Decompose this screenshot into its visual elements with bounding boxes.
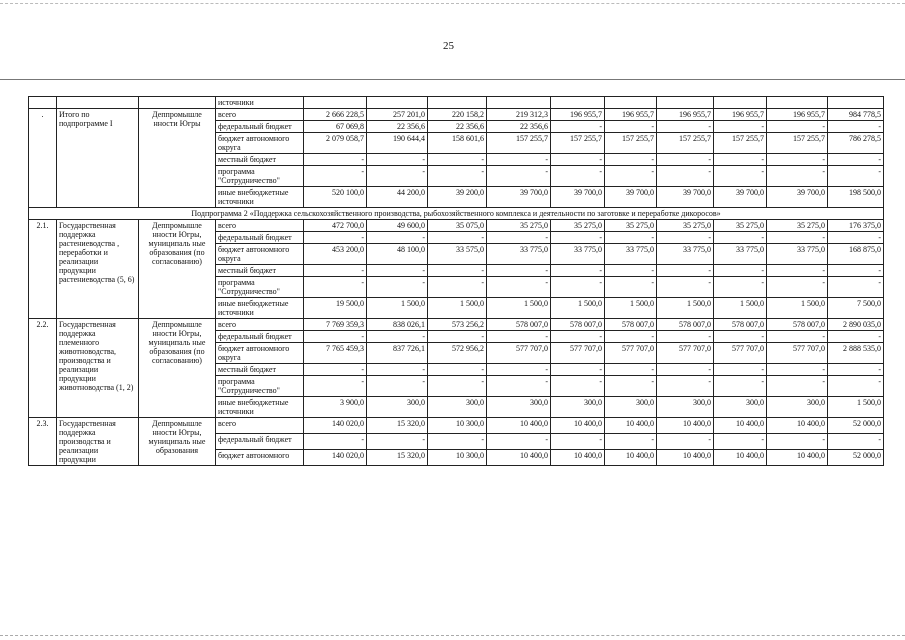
source-cell: иные внебюджетные источники bbox=[216, 397, 304, 418]
value-cell: - bbox=[714, 331, 767, 343]
value-cell: 300,0 bbox=[714, 397, 767, 418]
value-cell: - bbox=[767, 265, 828, 277]
source-cell: всего bbox=[216, 109, 304, 121]
value-cell: - bbox=[367, 232, 428, 244]
value-cell: 67 069,8 bbox=[304, 121, 367, 133]
page-number: 25 bbox=[443, 40, 454, 52]
value-cell: 10 300,0 bbox=[428, 450, 487, 466]
value-cell: 35 075,0 bbox=[428, 220, 487, 232]
value-cell: - bbox=[428, 376, 487, 397]
value-cell: - bbox=[828, 265, 884, 277]
value-cell: - bbox=[767, 331, 828, 343]
value-cell: 39 700,0 bbox=[487, 187, 551, 208]
value-cell: 10 400,0 bbox=[714, 450, 767, 466]
value-cell: - bbox=[767, 277, 828, 298]
value-cell: - bbox=[304, 232, 367, 244]
value-cell: - bbox=[551, 277, 605, 298]
source-cell: бюджет автономного округа bbox=[216, 133, 304, 154]
value-cell: 577 707,0 bbox=[767, 343, 828, 364]
value-cell: 1 500,0 bbox=[551, 298, 605, 319]
section-row bbox=[29, 208, 884, 220]
value-cell: 35 275,0 bbox=[605, 220, 657, 232]
value-cell: 157 255,7 bbox=[714, 133, 767, 154]
measure-name-cell: Государственная поддержка племенного животноводства, производства и реализации продукции животноводства (1, 2) bbox=[57, 319, 139, 418]
value-cell: - bbox=[487, 434, 551, 450]
value-cell: 198 500,0 bbox=[828, 187, 884, 208]
value-cell: 157 255,7 bbox=[605, 133, 657, 154]
source-cell: иные внебюджетные источники bbox=[216, 187, 304, 208]
value-cell: - bbox=[367, 364, 428, 376]
value-cell: - bbox=[657, 331, 714, 343]
value-cell: 520 100,0 bbox=[304, 187, 367, 208]
value-cell: - bbox=[487, 232, 551, 244]
value-cell: - bbox=[767, 166, 828, 187]
value-cell: 10 400,0 bbox=[714, 418, 767, 434]
value-cell: 196 955,7 bbox=[657, 109, 714, 121]
value-cell: 22 356,6 bbox=[367, 121, 428, 133]
value-cell: - bbox=[714, 121, 767, 133]
value-cell: - bbox=[828, 154, 884, 166]
value-cell: - bbox=[428, 434, 487, 450]
value-cell: - bbox=[304, 154, 367, 166]
value-cell: 168 875,0 bbox=[828, 244, 884, 265]
page-header-rule bbox=[0, 79, 905, 80]
value-cell: 1 500,0 bbox=[487, 298, 551, 319]
value-cell: 158 601,6 bbox=[428, 133, 487, 154]
source-cell: местный бюджет bbox=[216, 154, 304, 166]
value-cell: - bbox=[551, 434, 605, 450]
value-cell: - bbox=[714, 277, 767, 298]
executor-cell: Деппромышле нности Югры, муниципаль ные образования (по согласованию) bbox=[139, 319, 216, 418]
value-cell: - bbox=[367, 166, 428, 187]
source-cell: программа "Сотрудничество" bbox=[216, 166, 304, 187]
value-cell: - bbox=[367, 434, 428, 450]
value-cell: - bbox=[657, 434, 714, 450]
value-cell: 1 500,0 bbox=[767, 298, 828, 319]
value-cell: 2 890 035,0 bbox=[828, 319, 884, 331]
value-cell: - bbox=[551, 232, 605, 244]
value-cell: 1 500,0 bbox=[657, 298, 714, 319]
value-cell: - bbox=[767, 154, 828, 166]
value-cell: - bbox=[304, 376, 367, 397]
value-cell: 10 400,0 bbox=[657, 450, 714, 466]
value-cell: - bbox=[605, 154, 657, 166]
value-cell: - bbox=[828, 434, 884, 450]
value-cell: 573 256,2 bbox=[428, 319, 487, 331]
measure-name-cell: Государственная поддержка растениеводства , переработки и реализации продукции растениеводства (5, 6) bbox=[57, 220, 139, 319]
measure-name-cell: Государственная поддержка производства и реализации продукции bbox=[57, 418, 139, 466]
table-body bbox=[29, 97, 884, 466]
value-cell: - bbox=[487, 166, 551, 187]
value-cell: - bbox=[828, 376, 884, 397]
value-cell: 219 312,3 bbox=[487, 109, 551, 121]
value-cell: 7 765 459,3 bbox=[304, 343, 367, 364]
value-cell: 35 275,0 bbox=[551, 220, 605, 232]
value-cell: 3 900,0 bbox=[304, 397, 367, 418]
table-row bbox=[29, 220, 884, 232]
value-cell: 15 320,0 bbox=[367, 418, 428, 434]
value-cell: 1 500,0 bbox=[605, 298, 657, 319]
value-cell: - bbox=[828, 166, 884, 187]
value-cell: - bbox=[367, 331, 428, 343]
value-cell: - bbox=[428, 166, 487, 187]
value-cell: 157 255,7 bbox=[767, 133, 828, 154]
value-cell: 1 500,0 bbox=[367, 298, 428, 319]
value-cell: 39 700,0 bbox=[657, 187, 714, 208]
executor-cell: Деппромышле нности Югры, муниципаль ные образования (по согласованию) bbox=[139, 220, 216, 319]
value-cell: 196 955,7 bbox=[714, 109, 767, 121]
value-cell: - bbox=[551, 154, 605, 166]
value-cell: 300,0 bbox=[367, 397, 428, 418]
value-cell: 35 275,0 bbox=[487, 220, 551, 232]
value-cell: - bbox=[657, 154, 714, 166]
value-cell: 33 775,0 bbox=[657, 244, 714, 265]
value-cell: 10 400,0 bbox=[605, 418, 657, 434]
value-cell: 577 707,0 bbox=[605, 343, 657, 364]
executor-cell: Деппромышле нности Югры, муниципаль ные образования bbox=[139, 418, 216, 466]
value-cell: 39 200,0 bbox=[428, 187, 487, 208]
value-cell: - bbox=[605, 121, 657, 133]
source-cell: бюджет автономного округа bbox=[216, 343, 304, 364]
value-cell: 22 356,6 bbox=[428, 121, 487, 133]
value-cell: - bbox=[657, 364, 714, 376]
value-cell: 33 775,0 bbox=[605, 244, 657, 265]
value-cell: - bbox=[657, 265, 714, 277]
source-cell: всего bbox=[216, 220, 304, 232]
value-cell: - bbox=[367, 277, 428, 298]
source-cell: федеральный бюджет bbox=[216, 331, 304, 343]
row-number-cell: 2.1. bbox=[29, 220, 57, 319]
value-cell: 578 007,0 bbox=[605, 319, 657, 331]
value-cell: 52 000,0 bbox=[828, 450, 884, 466]
value-cell: - bbox=[828, 121, 884, 133]
value-cell: - bbox=[428, 154, 487, 166]
value-cell: 10 400,0 bbox=[487, 418, 551, 434]
value-cell: 22 356,6 bbox=[487, 121, 551, 133]
value-cell: 49 600,0 bbox=[367, 220, 428, 232]
row-number-cell: 2.3. bbox=[29, 418, 57, 466]
value-cell: 472 700,0 bbox=[304, 220, 367, 232]
value-cell: - bbox=[487, 265, 551, 277]
value-cell: 1 500,0 bbox=[828, 397, 884, 418]
value-cell: 220 158,2 bbox=[428, 109, 487, 121]
value-cell: 837 726,1 bbox=[367, 343, 428, 364]
value-cell: - bbox=[487, 154, 551, 166]
value-cell: - bbox=[657, 166, 714, 187]
value-cell: - bbox=[487, 277, 551, 298]
value-cell: - bbox=[605, 434, 657, 450]
value-cell: 300,0 bbox=[428, 397, 487, 418]
value-cell: - bbox=[551, 166, 605, 187]
value-cell: 10 400,0 bbox=[657, 418, 714, 434]
value-cell: 578 007,0 bbox=[551, 319, 605, 331]
value-cell: - bbox=[367, 376, 428, 397]
value-cell: 10 400,0 bbox=[767, 450, 828, 466]
executor-cell: Деппромышле нности Югры bbox=[139, 109, 216, 208]
value-cell: - bbox=[551, 376, 605, 397]
section-title: Подпрограмма 2 «Поддержка сельскохозяйственного производства, рыбохозяйственного комплекса и деятельности по заготовке и переработке дикоросов» bbox=[29, 208, 884, 220]
value-cell: 578 007,0 bbox=[487, 319, 551, 331]
row-number-cell: . bbox=[29, 109, 57, 208]
value-cell: 1 500,0 bbox=[714, 298, 767, 319]
value-cell: - bbox=[304, 331, 367, 343]
value-cell: 7 500,0 bbox=[828, 298, 884, 319]
value-cell: - bbox=[551, 265, 605, 277]
value-cell: 453 200,0 bbox=[304, 244, 367, 265]
source-cell: программа "Сотрудничество" bbox=[216, 277, 304, 298]
value-cell: - bbox=[767, 232, 828, 244]
value-cell: 838 026,1 bbox=[367, 319, 428, 331]
value-cell: 39 700,0 bbox=[605, 187, 657, 208]
value-cell: - bbox=[605, 376, 657, 397]
value-cell: 10 400,0 bbox=[487, 450, 551, 466]
value-cell: - bbox=[551, 331, 605, 343]
value-cell: - bbox=[714, 265, 767, 277]
value-cell: 300,0 bbox=[487, 397, 551, 418]
value-cell: 577 707,0 bbox=[657, 343, 714, 364]
value-cell: - bbox=[605, 331, 657, 343]
value-cell: 572 956,2 bbox=[428, 343, 487, 364]
measure-name-cell: Итого по подпрограмме I bbox=[57, 109, 139, 208]
source-cell: федеральный бюджет bbox=[216, 434, 304, 450]
value-cell: 2 888 535,0 bbox=[828, 343, 884, 364]
source-cell: местный бюджет bbox=[216, 265, 304, 277]
value-cell: - bbox=[367, 265, 428, 277]
value-cell: 300,0 bbox=[551, 397, 605, 418]
value-cell: - bbox=[657, 232, 714, 244]
value-cell: 578 007,0 bbox=[767, 319, 828, 331]
value-cell: - bbox=[828, 364, 884, 376]
value-cell: - bbox=[767, 434, 828, 450]
value-cell: 52 000,0 bbox=[828, 418, 884, 434]
value-cell: 33 775,0 bbox=[767, 244, 828, 265]
value-cell: - bbox=[767, 121, 828, 133]
value-cell: - bbox=[551, 364, 605, 376]
value-cell: 176 375,0 bbox=[828, 220, 884, 232]
source-cell: федеральный бюджет bbox=[216, 232, 304, 244]
value-cell: 2 079 058,7 bbox=[304, 133, 367, 154]
value-cell: - bbox=[714, 154, 767, 166]
scan-bottom-edge bbox=[0, 635, 905, 636]
value-cell: 257 201,0 bbox=[367, 109, 428, 121]
value-cell: 2 666 228,5 bbox=[304, 109, 367, 121]
value-cell: - bbox=[487, 376, 551, 397]
value-cell: 786 278,5 bbox=[828, 133, 884, 154]
source-cell: программа "Сотрудничество" bbox=[216, 376, 304, 397]
value-cell: - bbox=[428, 232, 487, 244]
value-cell: - bbox=[657, 376, 714, 397]
row-number-cell: 2.2. bbox=[29, 319, 57, 418]
source-cell: местный бюджет bbox=[216, 364, 304, 376]
value-cell: 39 700,0 bbox=[714, 187, 767, 208]
value-cell: - bbox=[828, 331, 884, 343]
value-cell: 577 707,0 bbox=[551, 343, 605, 364]
value-cell: 35 275,0 bbox=[657, 220, 714, 232]
value-cell: - bbox=[714, 376, 767, 397]
value-cell: - bbox=[828, 232, 884, 244]
value-cell: 19 500,0 bbox=[304, 298, 367, 319]
value-cell: 33 775,0 bbox=[714, 244, 767, 265]
value-cell: - bbox=[428, 265, 487, 277]
value-cell: - bbox=[714, 166, 767, 187]
financing-table bbox=[28, 96, 884, 466]
value-cell: - bbox=[304, 166, 367, 187]
value-cell: - bbox=[367, 154, 428, 166]
value-cell: - bbox=[551, 121, 605, 133]
value-cell: - bbox=[487, 331, 551, 343]
value-cell: 190 644,4 bbox=[367, 133, 428, 154]
value-cell: 577 707,0 bbox=[487, 343, 551, 364]
value-cell: - bbox=[605, 232, 657, 244]
value-cell: 300,0 bbox=[767, 397, 828, 418]
value-cell: - bbox=[828, 277, 884, 298]
value-cell: - bbox=[304, 434, 367, 450]
value-cell: 10 400,0 bbox=[605, 450, 657, 466]
value-cell: - bbox=[657, 121, 714, 133]
value-cell: 48 100,0 bbox=[367, 244, 428, 265]
table-row bbox=[29, 109, 884, 121]
value-cell: 44 200,0 bbox=[367, 187, 428, 208]
value-cell: 10 300,0 bbox=[428, 418, 487, 434]
value-cell: 33 775,0 bbox=[551, 244, 605, 265]
value-cell: 157 255,7 bbox=[551, 133, 605, 154]
table-row bbox=[29, 319, 884, 331]
value-cell: 578 007,0 bbox=[714, 319, 767, 331]
value-cell: 35 275,0 bbox=[767, 220, 828, 232]
value-cell: 984 778,5 bbox=[828, 109, 884, 121]
table-row bbox=[29, 97, 884, 109]
value-cell: - bbox=[304, 265, 367, 277]
scan-top-edge bbox=[0, 3, 905, 4]
value-cell: - bbox=[487, 364, 551, 376]
value-cell: 10 400,0 bbox=[551, 418, 605, 434]
value-cell: 578 007,0 bbox=[657, 319, 714, 331]
value-cell: - bbox=[605, 265, 657, 277]
value-cell: 1 500,0 bbox=[428, 298, 487, 319]
source-cell: бюджет автономного округа bbox=[216, 244, 304, 265]
value-cell: 300,0 bbox=[605, 397, 657, 418]
value-cell: 39 700,0 bbox=[551, 187, 605, 208]
value-cell: 15 320,0 bbox=[367, 450, 428, 466]
value-cell: 33 775,0 bbox=[487, 244, 551, 265]
value-cell: - bbox=[714, 232, 767, 244]
value-cell: 196 955,7 bbox=[605, 109, 657, 121]
source-cell: всего bbox=[216, 319, 304, 331]
value-cell: 140 020,0 bbox=[304, 418, 367, 434]
value-cell: 157 255,7 bbox=[657, 133, 714, 154]
value-cell: - bbox=[714, 434, 767, 450]
value-cell: - bbox=[428, 364, 487, 376]
value-cell: 157 255,7 bbox=[487, 133, 551, 154]
source-cell: всего bbox=[216, 418, 304, 434]
value-cell: 140 020,0 bbox=[304, 450, 367, 466]
value-cell: - bbox=[657, 277, 714, 298]
value-cell: - bbox=[767, 364, 828, 376]
value-cell: 33 575,0 bbox=[428, 244, 487, 265]
value-cell: - bbox=[714, 364, 767, 376]
value-cell: - bbox=[767, 376, 828, 397]
value-cell: 35 275,0 bbox=[714, 220, 767, 232]
value-cell: 300,0 bbox=[657, 397, 714, 418]
value-cell: - bbox=[304, 364, 367, 376]
value-cell: - bbox=[428, 277, 487, 298]
value-cell: - bbox=[605, 364, 657, 376]
value-cell: 577 707,0 bbox=[714, 343, 767, 364]
value-cell: 10 400,0 bbox=[551, 450, 605, 466]
value-cell: 196 955,7 bbox=[551, 109, 605, 121]
source-cell: источники bbox=[216, 97, 304, 109]
value-cell: - bbox=[304, 277, 367, 298]
value-cell: 10 400,0 bbox=[767, 418, 828, 434]
source-cell: бюджет автономного bbox=[216, 450, 304, 466]
value-cell: 39 700,0 bbox=[767, 187, 828, 208]
value-cell: - bbox=[605, 277, 657, 298]
value-cell: 196 955,7 bbox=[767, 109, 828, 121]
source-cell: иные внебюджетные источники bbox=[216, 298, 304, 319]
value-cell: 7 769 359,3 bbox=[304, 319, 367, 331]
table-row bbox=[29, 418, 884, 434]
value-cell: - bbox=[428, 331, 487, 343]
value-cell: - bbox=[605, 166, 657, 187]
source-cell: федеральный бюджет bbox=[216, 121, 304, 133]
